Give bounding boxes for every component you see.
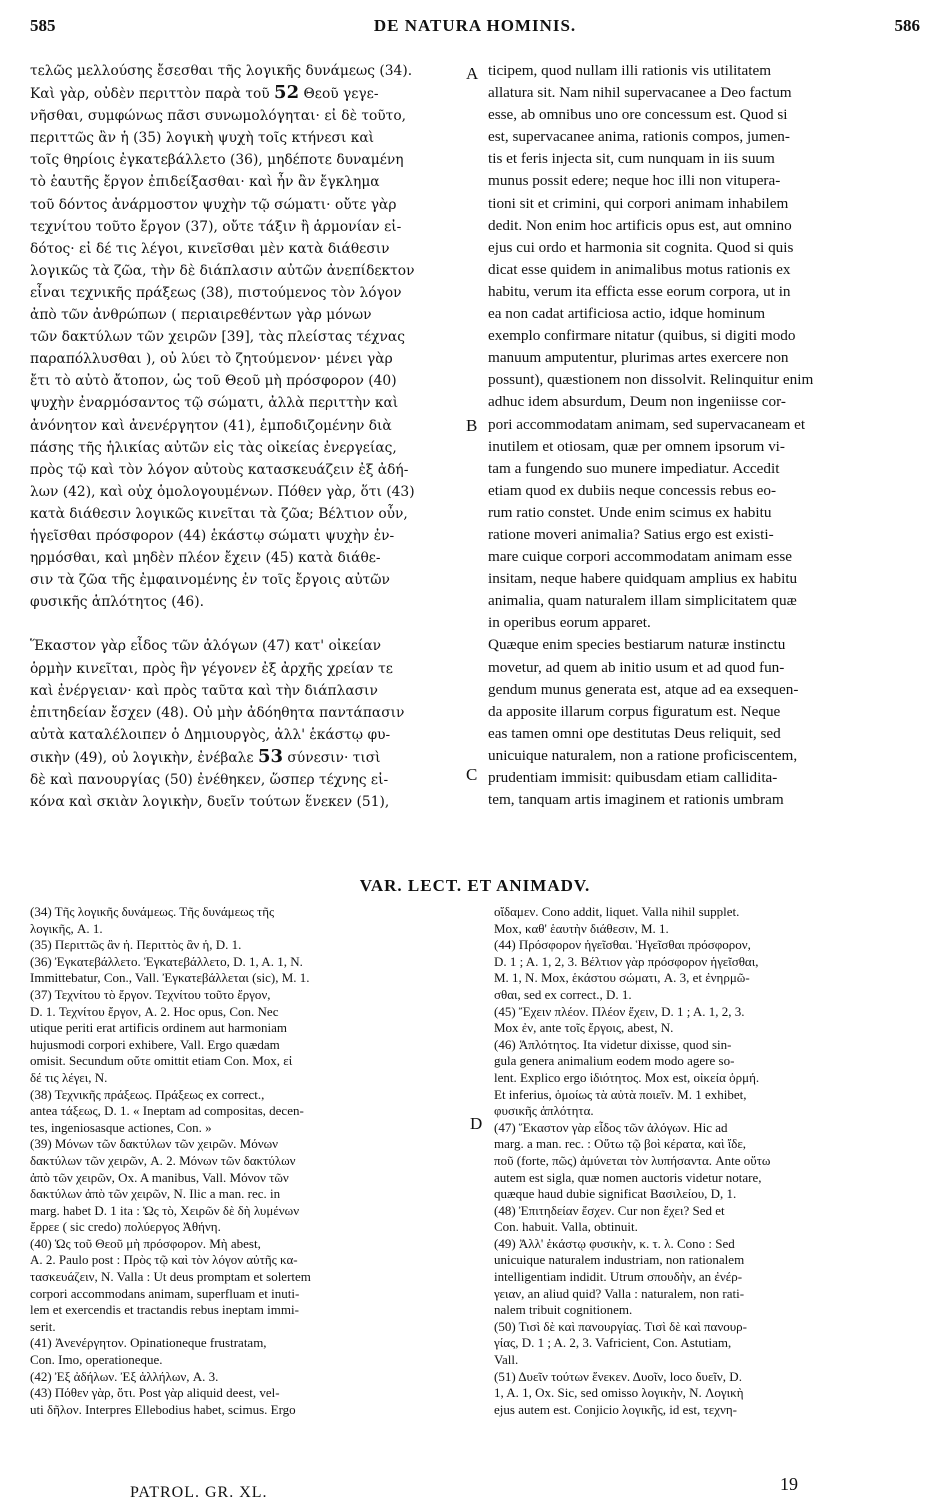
note-line: φυσικῆς ἁπλότητα. xyxy=(494,1103,594,1119)
note-line: (48) Ἐπιτηδείαν ἔσχεν. Cur non ἔχει? Sed et xyxy=(494,1202,725,1218)
note-line: Immittebatur, Con., Vall. Ἐγκατεβάλλεται (sic), M. 1. xyxy=(30,970,310,986)
greek-text-line: λων (42), καὶ οὐχ ὁμολογουμένων. Πόθεν γὰρ, ὅτι (43) xyxy=(30,483,415,500)
note-line: δακτύλων ἀπὸ τῶν χειρῶν, N. Ilic a man. rec. in xyxy=(30,1186,281,1202)
latin-text-line: tam a fungendo suo munere impediatur. Accedit xyxy=(488,459,780,477)
note-line: (42) Ἐξ ἀδήλων. Ἐξ ἀλλήλων, A. 3. xyxy=(30,1368,219,1384)
note-line: σθαι, sed ex correct., D. 1. xyxy=(494,986,632,1002)
column-number: 53 xyxy=(257,745,283,767)
latin-text-line: ea non cadat artificiosa actio, idque hominum xyxy=(488,305,766,323)
note-line: M. 1, N. Mox, ἑκάστου σώματι, A. 3, et ἐνηρμῶ- xyxy=(494,970,750,986)
note-line: Vall. xyxy=(494,1352,519,1368)
note-line: (49) Ἀλλ' ἑκάστῳ φυσικὴν, κ. τ. λ. Cono : Sed xyxy=(494,1235,735,1251)
latin-text-line: esse, ab omnibus uno ore concessum est. Quod si xyxy=(488,106,788,124)
note-line: utique periti erat artificis ordinem aut harmoniam xyxy=(30,1020,288,1036)
note-line: (47) Ἕκαστον γὰρ εἶδος τῶν ἀλόγων. Hic ad xyxy=(494,1119,728,1135)
latin-text-line: tioni sit et crimini, qui corpori animam inhabilem xyxy=(488,194,789,212)
left-page-number: 585 xyxy=(30,16,56,35)
variants-heading: VAR. LECT. ET ANIMADV. xyxy=(359,876,591,895)
latin-text-line: possunt), quæstionem non dissolvit. Relinquitur enim xyxy=(488,371,814,389)
greek-text-line: κόνα καὶ σκιὰν λογικὴν, δυεῖν τούτων ἕνεκεν (51), xyxy=(30,794,390,811)
greek-text-line: ψυχὴν ἐναρμόσαντος τῷ σώματι, ἀλλὰ περιττὴν καὶ xyxy=(30,395,399,412)
note-line: (50) Τισὶ δὲ καὶ πανουργίας. Τισὶ δὲ καὶ πανουρ- xyxy=(494,1318,747,1334)
greek-text-column xyxy=(30,60,482,813)
latin-text-line: tis et feris injecta sit, cum nunquam in iis suum xyxy=(488,150,775,168)
greek-text-line: Καὶ γὰρ, οὐδὲν περιττὸν παρὰ τοῦ 52 Θεοῦ γεγε- xyxy=(30,82,379,104)
latin-text-line: habitu, verum ita effictа esse eorum corpora, ut in xyxy=(488,282,791,300)
greek-text-line: δότος· εἰ δέ τις λέγοι, κινεῖσθαι μὲν κατὰ διάθεσιν xyxy=(30,240,390,257)
greek-text-line: ἀνόνητον καὶ ἀνενέργητον (41), ἐμποδιζομένην διὰ xyxy=(30,417,392,434)
note-line: (51) Δυεῖν τούτων ἕνεκεν. Δυοῖν, loco δυεῖν, D. xyxy=(494,1368,742,1384)
latin-text-line: ticipem, quod nullam illi rationis vis utilitatem xyxy=(488,62,772,79)
note-line: τασκευάζειν, N. Valla : Ut deus promptam et solertem xyxy=(30,1269,311,1285)
greek-text-line: δὲ καὶ πανουργίας (50) ἐνέθηκεν, ὥσπερ τέχνης εἰ- xyxy=(30,772,389,788)
note-line: Con. habuit. Valla, obtinuit. xyxy=(494,1219,638,1235)
note-line: (34) Τῆς λογικῆς δυνάμεως. Τῆς δυνάμεως τῆς xyxy=(30,904,275,919)
note-line: (37) Τεχνίτου τὸ ἔργον. Τεχνίτου τοῦτο ἔργον, xyxy=(30,986,271,1002)
greek-text-line: παραπόλλυσθαι ), οὐ λύει τὸ ζητούμενον· μένει γὰρ xyxy=(30,351,393,368)
greek-text-line: πρὸς τῷ καὶ τὸν λόγον αὐτοὺς κατασκευάζειν ἐξ ἀδή- xyxy=(30,461,409,478)
note-line: D. 1. Τεχνίτου ἔργον, A. 2. Hoc opus, Con. Nec xyxy=(30,1003,279,1019)
latin-text-line: inutilem et otiosam, quæ per omnem ipsorum vi- xyxy=(488,437,785,455)
note-line: Mox ἐν, ante τοῖς ἔργοις, abest, N. xyxy=(494,1020,674,1036)
latin-text-line: allatura sit. Nam nihil supervacanee a Deo factum xyxy=(488,84,792,102)
note-line: γίας, D. 1 ; A. 2, 3. Vafricient, Con. Astutiam, xyxy=(494,1335,732,1351)
note-line: (36) Ἐγκατεβάλλετο. Ἐγκατεβάλλετο, D. 1, A. 1, N. xyxy=(30,953,303,969)
latin-text-line: movetur, ad quem ab initio usum et ad quod fun- xyxy=(488,658,785,676)
greek-text-line: περιττῶς ἂν ἡ (35) λογικὴ ψυχὴ τοῖς κτήνεσι καὶ xyxy=(30,130,375,147)
latin-text-line: pori accommodatam animam, sed supervacaneam et xyxy=(488,415,806,433)
note-line: Mox, καθ' ἑαυτὴν διάθεσιν, M. 1. xyxy=(494,920,669,936)
note-line: 1, A. 1, Ox. Sic, sed omisso λογικὴν, N. Λογικὴ xyxy=(494,1385,744,1401)
note-line: unicuique naturalem industriam, non rationalem xyxy=(494,1252,745,1268)
greek-text-line: Ἕκαστον γὰρ εἶδος τῶν ἀλόγων (47) κατ' οἰκείαν xyxy=(30,638,382,655)
greek-text-line xyxy=(30,613,482,635)
note-line: δακτύλων τῶν χειρῶν, A. 2. Μόνων τῶν δακτύλων xyxy=(30,1152,296,1168)
greek-text-line: αὐτὰ καταλέλοιπεν ὁ Δημιουργὸς, ἀλλ' ἑκάστῳ φυ- xyxy=(30,726,391,743)
note-line: nalem tribuit cognitionem. xyxy=(494,1302,633,1318)
latin-text-line: prudentiam immisit: quibusdam etiam callidita- xyxy=(488,769,778,786)
footer-source: PATROL. GR. XL. xyxy=(130,1484,268,1501)
greek-text-line: λογικῶς τὰ ζῶα, τὴν δὲ διάπλασιν αὐτῶν ἀνεπίδεκτον xyxy=(30,262,415,279)
note-line: (44) Πρόσφορον ἡγεῖσθαι. Ἡγεῖσθαι πρόσφορον, xyxy=(494,937,751,953)
note-line: δέ τις λέγει, N. xyxy=(30,1069,108,1085)
greek-text-line: καὶ ἐνέργειαν· καὶ πρὸς ταῦτα καὶ τὴν διάπλασιν xyxy=(30,682,378,699)
note-line: (40) Ὡς τοῦ Θεοῦ μὴ πρόσφορον. Μὴ abest, xyxy=(30,1235,261,1251)
latin-text-line: mare cuique corpori accommodatam animam esse xyxy=(488,548,793,566)
greek-text-line: τοῖς θηρίοις ἐγκατεβάλλετο (36), μηδέποτε δυναμένη xyxy=(30,152,404,169)
greek-text-line: ηρμόσθαι, καὶ μηδὲν πλέον ἔχειν (45) κατὰ διάθε- xyxy=(30,550,381,567)
note-line: autem est sigla, quæ nomen auctoris videtur notare, xyxy=(494,1169,762,1185)
note-line: (41) Ἀνενέργητον. Opinationeque frustratam, xyxy=(30,1335,267,1351)
greek-text-line: τελῶς μελλούσης ἔσεσθαι τῆς λογικῆς δυνάμεως (34). xyxy=(30,63,413,79)
note-line: ejus autem est. Conjicio λογικῆς, id est, τεχνη- xyxy=(494,1401,737,1417)
latin-text-line: insitam, neque habere quidquam amplius ex habitu xyxy=(488,570,798,588)
greek-text-line: τὸ ἑαυτῆς ἔργον ἐπιδείξασθαι· καὶ ἦν ἂν ἔγκλημα xyxy=(30,174,380,191)
latin-text-line: rum ratio constet. Unde enim scimus ex habitu xyxy=(488,503,772,521)
note-line: γειαν, an aliud quid? Valla : naturalem, non rati- xyxy=(494,1285,745,1301)
latin-text-line: adhuc idem absurdum, Deum non ingeniisse cor- xyxy=(488,393,786,411)
note-line: lem et exercendis et tractandis rebus ineptam immi- xyxy=(30,1302,299,1318)
latin-text-line: etiam quod ex dubiis neque concessis rebus eo- xyxy=(488,481,777,499)
section-marker-c: C xyxy=(466,765,478,784)
latin-text-line: dedit. Non enim hoc artificis opus est, aut omnino xyxy=(488,216,792,234)
note-line: uti δῆλον. Interpres Ellebodius habet, scimus. Ergo xyxy=(30,1401,296,1417)
greek-text-line: ὁρμὴν κινεῖται, πρὸς ἣν γέγονεν ἐξ ἀρχῆς χρείαν τε xyxy=(30,660,393,677)
note-line: marg. habet D. 1 ita : Ὡς τὸ, Χειρῶν δὲ δὴ λυμένων xyxy=(30,1202,300,1218)
section-marker-d: D xyxy=(470,1114,483,1133)
note-line: λογικῆς, A. 1. xyxy=(30,920,103,936)
latin-text-line: est, supervacanee anima, rationis compos, jumen- xyxy=(488,128,790,146)
latin-text-line: animalia, quam naturalem illam simplicitatem quæ xyxy=(488,592,797,610)
greek-text-line: ἡγεῖσθαι πρόσφορον (44) ἑκάστῳ σώματι ψυχὴν ἐν- xyxy=(30,527,395,544)
notes-right-column xyxy=(494,904,918,1418)
note-line: Et inferius, ὁμοίως τὰ αὐτὰ ποιεῖν. M. 1 exhibet, xyxy=(494,1086,747,1102)
note-line: D. 1 ; A. 1, 2, 3. Βέλτιον γὰρ πρόσφορον ἡγεῖσθαι, xyxy=(494,953,759,969)
latin-text-line: munus possit edere; neque hoc illi non vitupera- xyxy=(488,172,781,190)
note-line: gula genera animalium eodem modo agere so- xyxy=(494,1053,735,1069)
note-line: serit. xyxy=(30,1318,56,1334)
note-line: οἴδαμεν. Cono addit, liquet. Valla nihil supplet. xyxy=(494,904,740,919)
greek-text-line: σικὴν (49), οὐ λογικὴν, ἐνέβαλε 53 σύνεσιν· τισὶ xyxy=(30,745,381,767)
latin-text-line: ratione moveri animalia? Satius ergo est existi- xyxy=(488,525,774,543)
latin-text-column xyxy=(488,60,918,811)
note-line: lent. Explico ergo ἰδιότητος. Mox est, οἰκεία ὁρμή. xyxy=(494,1069,760,1085)
latin-text-line: eas tamen omni ope destitutas Deus reliquit, sed xyxy=(488,724,781,742)
note-line: tes, ingeniosasque actiones, Con. » xyxy=(30,1119,212,1135)
latin-text-line: ejus cui ordo et harmonia sit cognita. Quod si quis xyxy=(488,238,794,256)
note-line: antea τάξεως, D. 1. « Ineptam ad compositas, decen- xyxy=(30,1103,304,1119)
greek-text-line: σιν τὰ ζῶα τῆς ἐμφαινομένης ἐν τοῖς ἔργοις αὐτῶν xyxy=(30,572,390,589)
note-line: quæque haud dubie significat Βασιλείου, D, 1. xyxy=(494,1186,737,1202)
note-line: intelligentiam indidit. Utrum σπουδὴν, an ἐνέρ- xyxy=(494,1269,743,1285)
greek-text-line: φυσικῆς ἁπλότητος (46). xyxy=(30,594,204,611)
latin-text-line: unicuique naturalem, non a ratione proficiscentem, xyxy=(488,746,798,764)
latin-text-line: dicat esse quidem in animalibus motus rationis ex xyxy=(488,260,791,278)
section-marker-a: A xyxy=(466,64,479,83)
note-line: ἀπὸ τῶν χειρῶν, Ox. A manibus, Vall. Μόνον τῶν xyxy=(30,1169,289,1185)
signature-mark: 19 xyxy=(780,1474,798,1494)
note-line: corpori accommodans animam, superfluam et inuti- xyxy=(30,1285,300,1301)
greek-text-line: ἀπὸ τῶν ἀνθρώπων ( περιαιρεθέντων γὰρ μόνων xyxy=(30,307,372,324)
greek-text-line: κατὰ διάθεσιν λογικῶς κινεῖται τὰ ζῶα; Βέλτιον οὖν, xyxy=(30,505,408,522)
notes-left-column xyxy=(30,904,476,1418)
page-header xyxy=(30,16,920,42)
greek-text-line: ἐπιτηδείαν ἔσχεν (48). Οὐ μὴν ἀδόηθητα παντάπασιν xyxy=(30,704,405,721)
note-line: (46) Ἁπλότητος. Ita videtur dixisse, quod sin- xyxy=(494,1036,732,1052)
note-line: marg. a man. rec. : Οὕτω τῷ βοὶ κέρατα, καὶ ἴδε, xyxy=(494,1136,747,1152)
note-line: hujusmodi corpori exhibere, Vall. Ergo quædam xyxy=(30,1036,280,1052)
note-line: (38) Τεχνικῆς πράξεως. Πράξεως ex correct., xyxy=(30,1086,265,1102)
latin-text-line: exemplo confirmare nitatur (quibus, si digiti modo xyxy=(488,327,796,345)
note-line: (45) Ἔχειν πλέον. Πλέον ἔχειν, D. 1 ; A. 1, 2, 3. xyxy=(494,1003,745,1019)
latin-text-line: da apposite illarum corpus figuratum est. Neque xyxy=(488,702,781,720)
latin-text-line: gendum munus generata est, atque ad ea exsequen- xyxy=(488,680,799,698)
column-number: 52 xyxy=(274,82,300,104)
greek-text-line: εἶναι τεχνικῆς πράξεως (38), πιστούμενος τὸν λόγον xyxy=(30,284,402,301)
note-line: ἔρρεε ( sic credo) πολύεργος Ἀθήνη. xyxy=(30,1219,221,1235)
latin-text-line: manuum amputentur, plurimas artes exercere non xyxy=(488,349,789,367)
greek-text-line: πάσης τῆς ἡλικίας αὐτῶν εἰς τὰς οἰκείας ἐνεργείας, xyxy=(30,439,397,456)
greek-text-line: ἔτι τὸ αὐτὸ ἄτοπον, ὡς τοῦ Θεοῦ μὴ πρόσφορον (40) xyxy=(30,373,397,390)
greek-text-line: τεχνίτου τοῦτο ἔργον (37), οὔτε τάξιν ἢ ἁρμονίαν εἰ- xyxy=(30,218,402,235)
running-title: DE NATURA HOMINIS. xyxy=(373,16,577,35)
latin-text-line: in operibus eorum apparet. xyxy=(488,614,651,632)
latin-text-line: Quæque enim species bestiarum naturæ instinctu xyxy=(488,636,786,654)
right-page-number: 586 xyxy=(894,16,920,35)
section-marker-b: B xyxy=(466,416,478,435)
note-line: (43) Πόθεν γὰρ, ὅτι. Post γὰρ aliquid deest, vel- xyxy=(30,1385,280,1401)
note-line: omisit. Secundum οὔτε omittit etiam Con. Mox, εἰ xyxy=(30,1053,293,1069)
greek-text-line: τοῦ δόντος ἀνάρμοστον ψυχὴν τῷ σώματι· οὔτε γὰρ xyxy=(30,196,397,213)
note-line: (35) Περιττῶς ἂν ἡ. Περιττὸς ἂν ἡ, D. 1. xyxy=(30,937,242,953)
note-line: Con. Imo, operationeque. xyxy=(30,1352,163,1368)
note-line: (39) Μόνων τῶν δακτύλων τῶν χειρῶν. Μόνων xyxy=(30,1136,279,1152)
latin-text-line: tem, tanquam artis imaginem et rationis umbram xyxy=(488,791,784,809)
note-line: A. 2. Paulo post : Πρὸς τῷ καὶ τὸν λόγον αὐτῆς κα- xyxy=(30,1252,298,1268)
note-line: ποῦ (forte, πῶς) ἀμύνεται τὸν λυπήσαντα. Ante οὕτω xyxy=(494,1152,771,1168)
greek-text-line: νῆσθαι, συμφώνως πᾶσι συνωμολόγηται· εἰ δὲ τοῦτο, xyxy=(30,108,407,125)
greek-text-line: τῶν δακτύλων τῶν χειρῶν [39], τὰς πλείστας τέχνας xyxy=(30,329,405,346)
